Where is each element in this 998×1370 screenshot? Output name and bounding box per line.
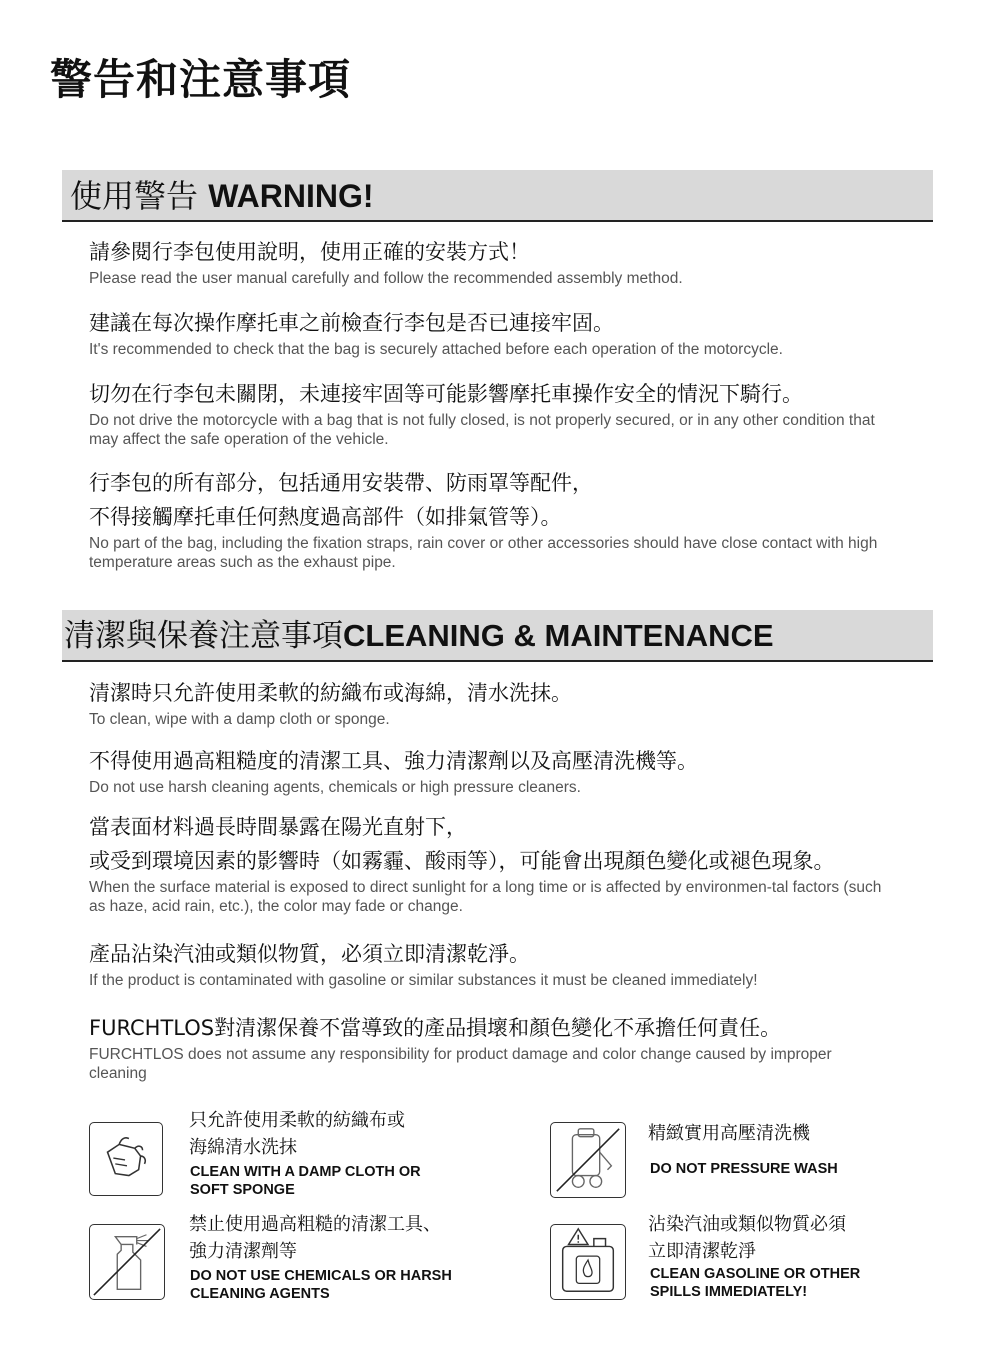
warning-item-zh: 行李包的所有部分，包括通用安裝帶、防雨罩等配件， bbox=[89, 471, 593, 495]
icon-caption-en: CLEAN GASOLINE OR OTHER SPILLS IMMEDIATELY! bbox=[650, 1266, 861, 1300]
fuel-can-warning-icon bbox=[550, 1224, 626, 1300]
no-spray-bottle-icon bbox=[89, 1224, 165, 1300]
cleaning-item-zh: FURCHTLOS對清潔保養不當導致的產品損壞和顏色變化不承擔任何責任。 bbox=[89, 1016, 782, 1040]
warning-item-en: Do not drive the motorcycle with a bag that is not fully closed, is not properly secured, or in any other condition that may affect the safe operation of the vehicle. bbox=[89, 412, 875, 448]
icon-caption-en: DO NOT USE CHEMICALS OR HARSH CLEANING AGENTS bbox=[190, 1268, 452, 1302]
warning-item bbox=[89, 306, 949, 359]
icon-caption-zh: 禁止使用過高粗糙的清潔工具、 強力清潔劑等 bbox=[189, 1214, 441, 1262]
no-pressure-washer-icon bbox=[550, 1122, 626, 1198]
icon-caption-zh: 沾染汽油或類似物質必須 立即清潔乾淨 bbox=[648, 1214, 846, 1262]
warning-item bbox=[89, 235, 949, 288]
warning-title-en: WARNING! bbox=[208, 178, 374, 214]
cleaning-section-header bbox=[62, 610, 933, 662]
warning-item-en: Please read the user manual carefully and follow the recommended assembly method. bbox=[89, 270, 683, 287]
icon-caption-en: CLEAN WITH A DAMP CLOTH OR SOFT SPONGE bbox=[190, 1164, 421, 1198]
cleaning-item-en: If the product is contaminated with gasoline or similar substances it must be cleaned immediately! bbox=[89, 972, 758, 989]
icon-caption-en: DO NOT PRESSURE WASH bbox=[650, 1161, 838, 1177]
cleaning-item bbox=[89, 810, 889, 916]
icon-caption-zh: 精緻實用高壓清洗機 bbox=[648, 1123, 810, 1144]
warning-item-zh: 建議在每次操作摩托車之前檢查行李包是否已連接牢固。 bbox=[89, 311, 614, 335]
cleaning-item bbox=[89, 937, 949, 990]
cleaning-item-zh: 清潔時只允許使用柔軟的紡織布或海綿，清水洗抹。 bbox=[89, 681, 572, 705]
cleaning-item-zh: 不得使用過高粗糙度的清潔工具、強力清潔劑以及高壓清洗機等。 bbox=[89, 749, 698, 773]
cleaning-title-zh: 清潔與保養注意事項 bbox=[64, 618, 343, 654]
cleaning-title-en: CLEANING & MAINTENANCE bbox=[343, 618, 774, 653]
hand-cloth-icon bbox=[89, 1122, 163, 1196]
cleaning-item-en: Do not use harsh cleaning agents, chemicals or high pressure cleaners. bbox=[89, 779, 581, 796]
warning-item bbox=[89, 466, 899, 572]
cleaning-item bbox=[89, 744, 949, 797]
warning-section-header bbox=[62, 170, 933, 222]
cleaning-item-en: FURCHTLOS does not assume any responsibility for product damage and color change caused by improper cleaning bbox=[89, 1046, 832, 1082]
cleaning-item-en: When the surface material is exposed to direct sunlight for a long time or is affected by environmen-tal factors (such as haze, acid rain, etc.), the color may fade or change. bbox=[89, 879, 882, 915]
cleaning-item-zh-line2: 或受到環境因素的影響時（如霧霾、酸雨等），可能會出現顏色變化或褪色現象。 bbox=[89, 849, 835, 873]
icon-caption-zh: 只允許使用柔軟的紡織布或 海綿清水洗抹 bbox=[189, 1110, 405, 1158]
warning-item bbox=[89, 377, 899, 449]
warning-item-zh: 切勿在行李包未關閉，未連接牢固等可能影響摩托車操作安全的情況下騎行。 bbox=[89, 382, 803, 406]
cleaning-item-zh: 當表面材料過長時間暴露在陽光直射下， bbox=[89, 815, 467, 839]
warning-item-en: No part of the bag, including the fixation straps, rain cover or other accessories should have close contact with high temperature areas such as the exhaust pipe. bbox=[89, 535, 878, 571]
warning-item-zh: 請參閱行李包使用說明，使用正確的安裝方式！ bbox=[89, 240, 530, 264]
cleaning-item-en: To clean, wipe with a damp cloth or sponge. bbox=[89, 711, 390, 728]
cleaning-item bbox=[89, 1011, 879, 1083]
cleaning-item-zh: 產品沾染汽油或類似物質，必須立即清潔乾淨。 bbox=[89, 942, 530, 966]
page-title: 警告和注意事項 bbox=[50, 55, 352, 104]
warning-title-zh: 使用警告 bbox=[70, 177, 209, 215]
warning-item-zh-line2: 不得接觸摩托車任何熱度過高部件（如排氣管等）。 bbox=[89, 505, 562, 529]
warning-item-en: It's recommended to check that the bag is securely attached before each operation of the motorcycle. bbox=[89, 341, 783, 358]
cleaning-item bbox=[89, 676, 949, 729]
